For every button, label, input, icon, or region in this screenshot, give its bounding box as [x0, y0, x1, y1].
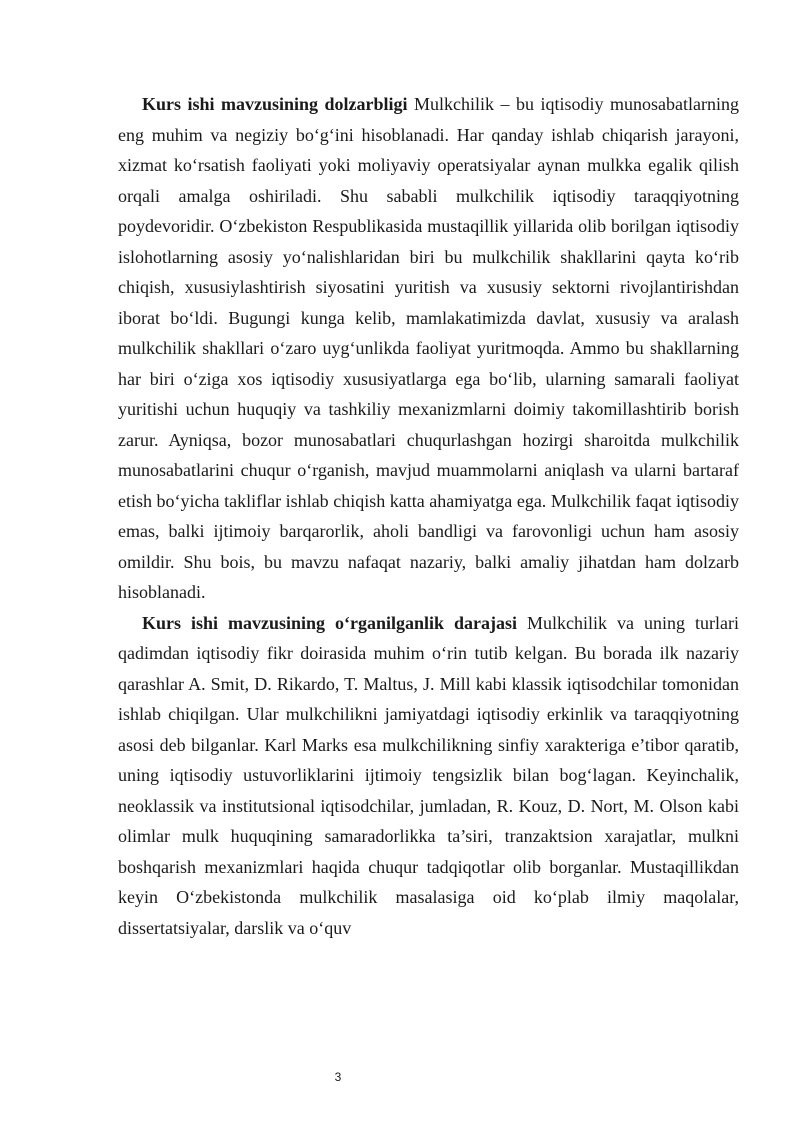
- paragraph-body-relevance: Mulkchilik – bu iqtisodiy munosabatlarning eng muhim va negiziy bo‘g‘ini hisoblanadi. Har qanday ishlab chiqarish jarayoni, xizmat ko‘rsatish faoliyati yoki moliyaviy operatsiyalar aynan mulkka egalik qilish orqali amalga oshiriladi. Shu sababli mulkchilik iqtisodiy taraqqiyotning poydevoridir. O‘zbekiston Respublikasida mustaqillik yillarida olib borilgan iqtisodiy islohotlarning asosiy yo‘nalishlaridan biri bu mulkchilik shakllarini qayta ko‘rib chiqish, xususiylashtirish siyosatini yuritish va xususiy sektorni rivojlantirishdan iborat bo‘ldi. Bugungi kunga kelib, mamlakatimizda davlat, xususiy va aralash mulkchilik shakllari o‘zaro uyg‘unlikda faoliyat yuritmoqda. Ammo bu shakllarning har biri o‘ziga xos iqtisodiy xususiyatlarga ega bo‘lib, ularning samarali faoliyat yuritishi uchun huquqiy va tashkiliy mexanizmlarni doimiy takomillashtirib borish zarur. Ayniqsa, bozor munosabatlari chuqurlashgan hozirgi sharoitda mulkchilik munosabatlarini chuqur o‘rganish, mavjud muammolarni aniqlash va ularni bartaraf etish bo‘yicha takliflar ishlab chiqish katta ahamiyatga ega. Mulkchilik faqat iqtisodiy emas, balki ijtimoiy barqarorlik, aholi bandligi va farovonligi uchun ham asosiy omildir. Shu bois, bu mavzu nafaqat nazariy, balki amaliy jihatdan ham dolzarb hisoblanadi.: [118, 94, 740, 602]
- document-body: [118, 89, 739, 943]
- paragraph-study-level: [118, 608, 739, 944]
- paragraph-relevance: [118, 89, 739, 608]
- paragraph-body-study-level: Mulkchilik va uning turlari qadimdan iqtisodiy fikr doirasida muhim o‘rin tutib kelgan. Bu borada ilk nazariy qarashlar A. Smit, D. Rikardo, T. Maltus, J. Mill kabi klassik iqtisodchilar tomonidan ishlab chiqilgan. Ular mulkchilikni jamiyatdagi iqtisodiy erkinlik va taraqqiyotning asosi deb bilganlar. Karl Marks esa mulkchilikning sinfiy xarakteriga e’tibor qaratib, uning iqtisodiy ustuvorliklarini ijtimoiy tengsizlik bilan bog‘lagan. Keyinchalik, neoklassik va institutsional iqtisodchilar, jumladan, R. Kouz, D. Nort, M. Olson kabi olimlar mulk huquqining samaradorlikka ta’siri, tranzaktsion xarajatlar, mulkni boshqarish mexanizmlari haqida chuqur tadqiqotlar olib borganlar. Mustaqillikdan keyin O‘zbekistonda mulkchilik masalasiga oid ko‘plab ilmiy maqolalar, dissertatsiyalar, darslik va o‘quv: [118, 612, 739, 938]
- paragraph-heading-relevance: Kurs ishi mavzusining dolzarbligi: [142, 94, 408, 114]
- page-number: 3: [334, 1070, 342, 1084]
- paragraph-heading-study-level: Kurs ishi mavzusining o‘rganilganlik darajasi: [142, 612, 518, 633]
